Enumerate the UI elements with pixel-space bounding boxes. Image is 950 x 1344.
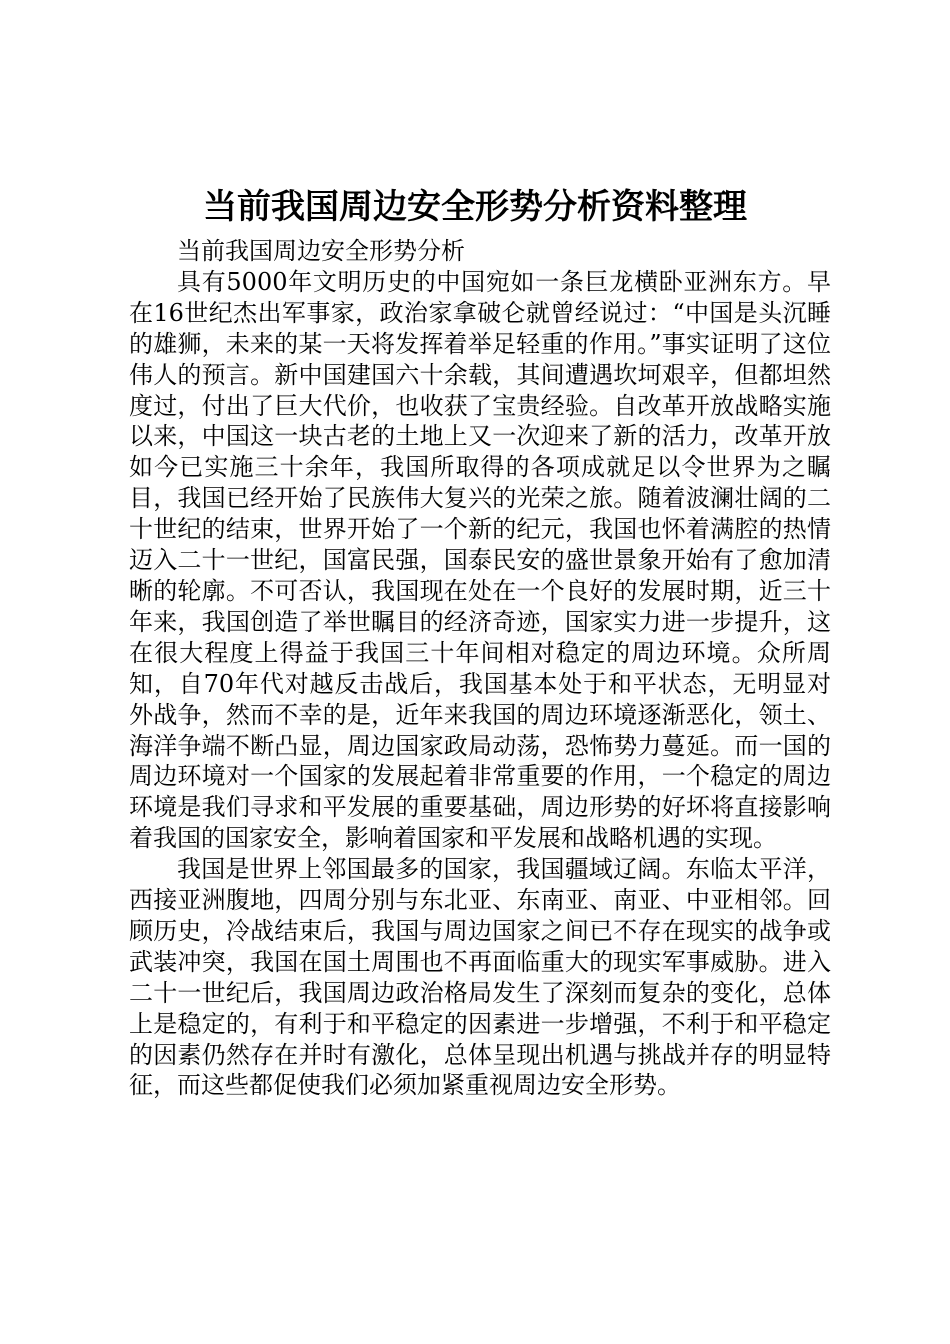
document-body [129, 236, 831, 1101]
subtitle-paragraph: 当前我国周边安全形势分析 [177, 237, 465, 265]
document-title: 当前我国周边安全形势分析资料整理 [203, 187, 747, 227]
body-paragraph: 我国是世界上邻国最多的国家，我国疆域辽阔。东临太平洋，西接亚洲腹地，四周分别与东北亚、东南亚、南亚、中亚相邻。回顾历史，冷战结束后，我国与周边国家之间已不存在现实的战争或武装冲突，我国在国土周围也不再面临重大的现实军事威胁。进入二十一世纪后，我国周边政治格局发生了深刻而复杂的变化，总体上是稳定的，有利于和平稳定的因素进一步增强，不利于和平稳定的因素仍然存在并时有激化，总体呈现出机遇与挑战并存的明显特征，而这些都促使我们必须加紧重视周边安全形势。 [129, 855, 831, 1100]
body-paragraph: 具有5000年文明历史的中国宛如一条巨龙横卧亚洲东方。早在16世纪杰出军事家，政治家拿破仑就曾经说过：“中国是头沉睡的雄狮，未来的某一天将发挥着举足轻重的作用。”事实证明了这位伟人的预言。新中国建国六十余载，其间遭遇坎坷艰辛，但都坦然度过，付出了巨大代价，也收获了宝贵经验。自改革开放战略实施以来，中国这一块古老的土地上又一次迎来了新的活力，改革开放如今已实施三十余年，我国所取得的各项成就足以令世界为之瞩目，我国已经开始了民族伟大复兴的光荣之旅。随着波澜壮阔的二十世纪的结束，世界开始了一个新的纪元，我国也怀着满腔的热情迈入二十一世纪，国富民强，国泰民安的盛世景象开始有了愈加清晰的轮廓。不可否认，我国现在处在一个良好的发展时期，近三十年来，我国创造了举世瞩目的经济奇迹，国家实力进一步提升，这在很大程度上得益于我国三十年间相对稳定的周边环境。众所周知，自70年代对越反击战后，我国基本处于和平状态，无明显对外战争，然而不幸的是，近年来我国的周边环境逐渐恶化，领土、海洋争端不断凸显，周边国家政局动荡，恐怖势力蔓延。而一国的周边环境对一个国家的发展起着非常重要的作用，一个稳定的周边环境是我们寻求和平发展的重要基础，周边形势的好坏将直接影响着我国的国家安全，影响着国家和平发展和战略机遇的实现。 [129, 267, 831, 853]
